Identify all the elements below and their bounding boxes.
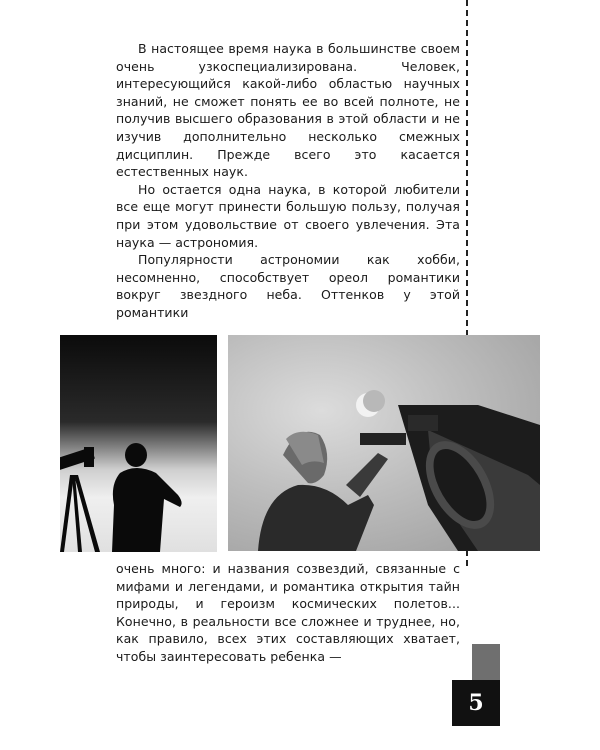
photo-silhouette-telescope: [60, 335, 217, 552]
paragraph-3: Популярности астрономии как хобби, несомненно, способствует ореол романтики вокруг звездного неба. Оттенков у этой романтики: [116, 252, 460, 320]
text-block-top: [116, 40, 460, 322]
page-number: 5: [468, 690, 484, 716]
paragraph-1: В настоящее время наука в большинстве своем очень узкоспециализирована. Человек, интересующийся какой-либо областью научных знаний, не сможет понять ее во всей полноте, не получив высшего образования в этой области и не изучив дополнительно несколько смежных дисциплин. Прежде всего это касается естественных наук.: [116, 41, 460, 180]
page-number-box: [452, 680, 500, 726]
paragraph-continued: очень много: и названия созвездий, связанные с мифами и легендами, и романтика открытия тайн природы, и героизм космических полетов... Конечно, в реальности все сложнее и труднее, но, как правило, всех этих составляющих хватает, чтобы заинтересовать ребенка —: [116, 561, 460, 664]
moon-shape: [356, 390, 385, 417]
paragraph-2: Но остается одна наука, в которой любители все еще могут принести большую пользу, получая при этом удовольствие от своего увлечения. Эта наука — астрономия.: [116, 181, 460, 250]
text-block-bottom: [116, 560, 460, 666]
photo-woman-telescope: [228, 335, 540, 551]
